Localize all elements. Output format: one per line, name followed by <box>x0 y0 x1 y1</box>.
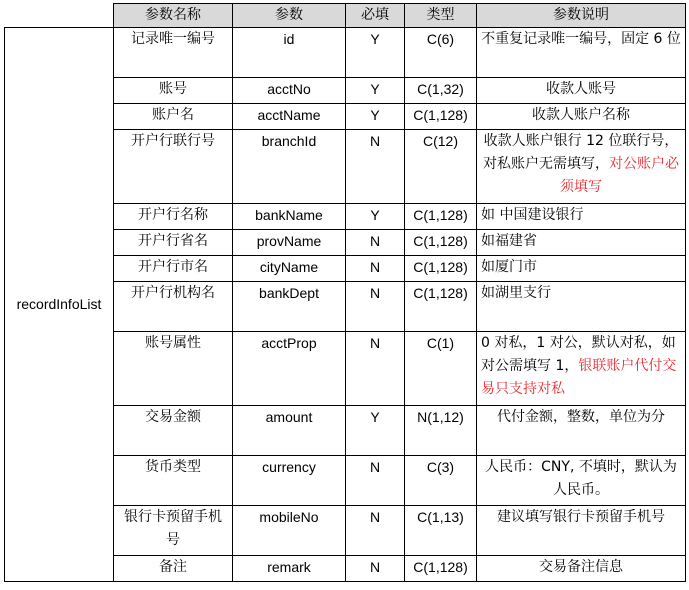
desc-text: 不重复记录唯一编号，固定 6 位 <box>481 31 681 47</box>
cell-type: C(1,128) <box>405 104 477 130</box>
desc-text: 如湖里支行 <box>481 285 551 301</box>
desc-text: 人民币：CNY, 不填时，默认为人民币。 <box>485 459 677 498</box>
header-required: 必填 <box>346 4 405 28</box>
cell-param: amount <box>233 406 346 456</box>
cell-required: Y <box>346 78 405 104</box>
cell-param: currency <box>233 456 346 506</box>
cell-name: 开户行联行号 <box>114 130 233 204</box>
cell-name: 交易金额 <box>114 406 233 456</box>
cell-type: C(1,128) <box>405 282 477 332</box>
cell-type: C(1,128) <box>405 204 477 230</box>
cell-name: 银行卡预留手机号 <box>114 506 233 556</box>
desc-text: 代付金额，整数，单位为分 <box>497 409 665 425</box>
cell-param: remark <box>233 556 346 582</box>
desc-text: 收款人账户银行 12 位联行号，对私账户无需填写， <box>483 133 679 172</box>
cell-desc <box>477 506 686 556</box>
cell-desc <box>477 104 686 130</box>
cell-name: 账号属性 <box>114 332 233 406</box>
cell-required: N <box>346 230 405 256</box>
cell-type: C(1) <box>405 332 477 406</box>
cell-required: N <box>346 282 405 332</box>
desc-text: 0 对私，1 对公，默认对私，如对公需填写 1， <box>481 335 676 374</box>
cell-name: 账号 <box>114 78 233 104</box>
cell-name: 开户行名称 <box>114 204 233 230</box>
cell-required: N <box>346 256 405 282</box>
cell-type: C(1,13) <box>405 506 477 556</box>
cell-desc <box>477 78 686 104</box>
cell-param: bankDept <box>233 282 346 332</box>
header-type: 类型 <box>405 4 477 28</box>
cell-desc <box>477 204 686 230</box>
desc-note-red: 对公账户必须填写 <box>560 156 679 195</box>
cell-required: Y <box>346 104 405 130</box>
cell-param: acctProp <box>233 332 346 406</box>
desc-text: 收款人账号 <box>546 81 616 97</box>
desc-text: 如福建省 <box>481 233 537 249</box>
cell-required: Y <box>346 28 405 78</box>
cell-desc <box>477 406 686 456</box>
cell-name: 备注 <box>114 556 233 582</box>
cell-type: C(1,128) <box>405 556 477 582</box>
cell-required: Y <box>346 204 405 230</box>
table-row <box>5 28 686 78</box>
cell-type: N(1,12) <box>405 406 477 456</box>
desc-note-red: 银联账户代付交易只支持对私 <box>481 358 677 397</box>
header-row <box>5 4 686 28</box>
cell-name: 账户名 <box>114 104 233 130</box>
cell-required: N <box>346 506 405 556</box>
cell-required: N <box>346 130 405 204</box>
cell-desc <box>477 230 686 256</box>
cell-desc <box>477 332 686 406</box>
cell-param: acctName <box>233 104 346 130</box>
cell-type: C(1,128) <box>405 256 477 282</box>
cell-type: C(12) <box>405 130 477 204</box>
cell-name: 开户行市名 <box>114 256 233 282</box>
cell-name: 记录唯一编号 <box>114 28 233 78</box>
cell-param: bankName <box>233 204 346 230</box>
cell-type: C(1,128) <box>405 230 477 256</box>
cell-type: C(3) <box>405 456 477 506</box>
cell-required: N <box>346 456 405 506</box>
header-name: 参数名称 <box>114 4 233 28</box>
cell-desc <box>477 130 686 204</box>
cell-param: mobileNo <box>233 506 346 556</box>
desc-text: 交易备注信息 <box>539 559 623 575</box>
cell-required: Y <box>346 406 405 456</box>
header-group <box>5 4 114 28</box>
cell-desc <box>477 556 686 582</box>
cell-name: 开户行机构名 <box>114 282 233 332</box>
cell-desc <box>477 28 686 78</box>
cell-name: 开户行省名 <box>114 230 233 256</box>
cell-param: cityName <box>233 256 346 282</box>
cell-param: id <box>233 28 346 78</box>
cell-desc <box>477 256 686 282</box>
cell-name: 货币类型 <box>114 456 233 506</box>
cell-param: provName <box>233 230 346 256</box>
cell-desc <box>477 456 686 506</box>
desc-text: 收款人账户名称 <box>532 107 630 123</box>
cell-required: N <box>346 556 405 582</box>
cell-type: C(1,32) <box>405 78 477 104</box>
param-table-container <box>4 3 686 582</box>
desc-text: 如厦门市 <box>481 259 537 275</box>
cell-required: N <box>346 332 405 406</box>
group-label: recordInfoList <box>5 28 114 582</box>
header-desc: 参数说明 <box>477 4 686 28</box>
desc-text: 如 中国建设银行 <box>481 207 584 223</box>
cell-type: C(6) <box>405 28 477 78</box>
cell-desc <box>477 282 686 332</box>
desc-text: 建议填写银行卡预留手机号 <box>497 509 665 525</box>
cell-param: acctNo <box>233 78 346 104</box>
cell-param: branchId <box>233 130 346 204</box>
param-table <box>4 3 686 582</box>
header-param: 参数 <box>233 4 346 28</box>
